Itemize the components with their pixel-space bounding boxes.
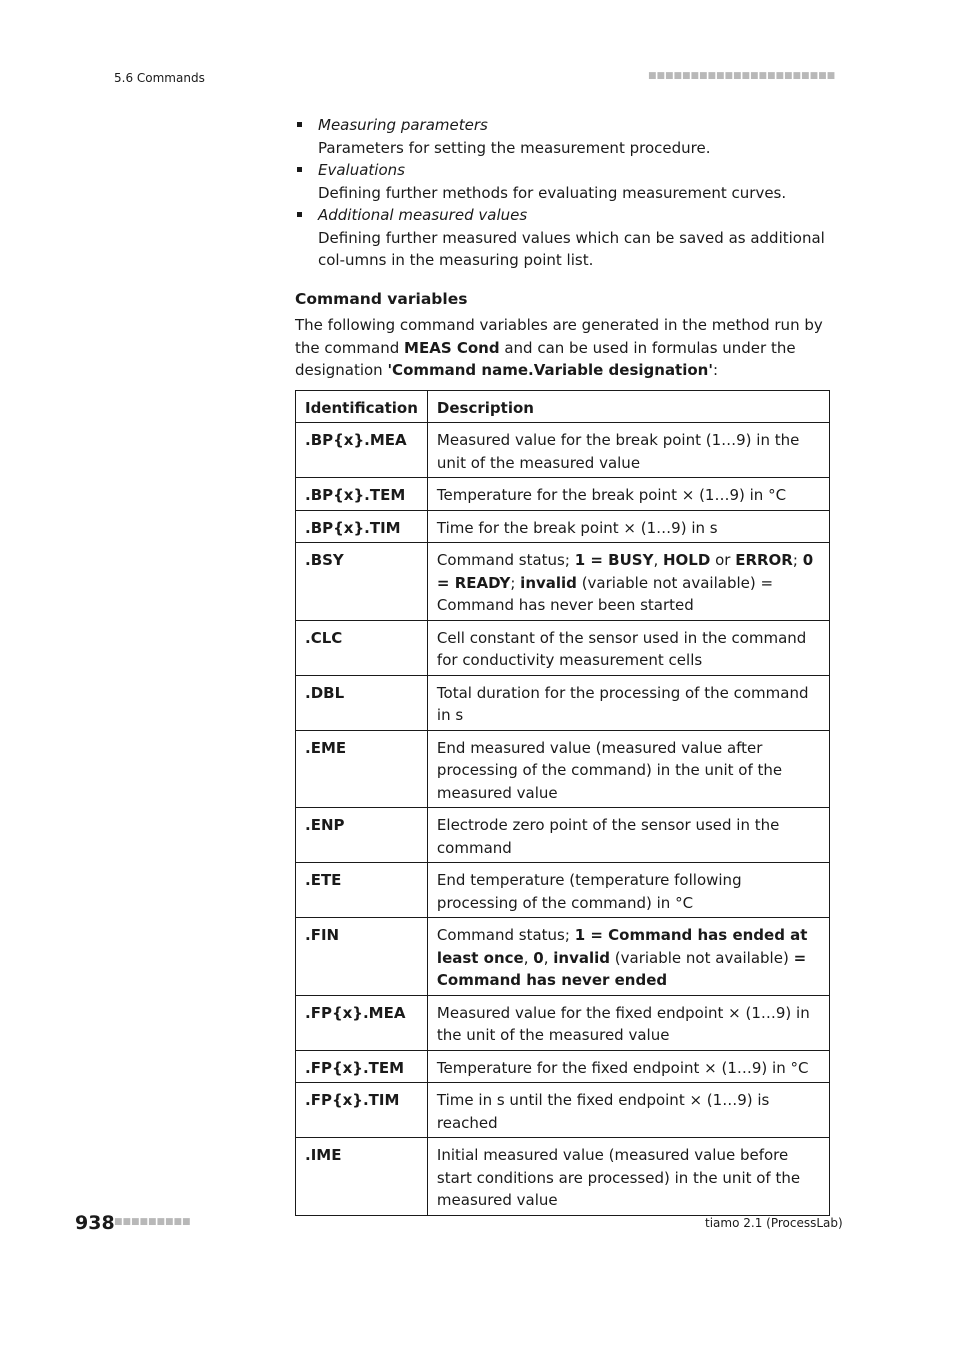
variable-description — [427, 808, 829, 863]
designation-format: 'Command name.Variable designation' — [387, 361, 713, 379]
table-row — [296, 1138, 830, 1216]
description-text: Electrode zero point of the sensor used in the command — [436, 816, 780, 857]
footer-decor: ■■■■■■■■■ — [114, 1217, 191, 1227]
description-text: Command status; — [436, 926, 575, 944]
section-title: Command variables — [295, 289, 468, 308]
description-text: Total duration for the processing of the command in s — [436, 683, 809, 724]
page-number: 938 — [75, 1212, 115, 1234]
intro-paragraph — [295, 314, 830, 382]
variable-identification: .BP{x}.TIM — [296, 510, 428, 543]
description-text: (variable not available) — [610, 948, 794, 967]
description-text: Command status; — [436, 551, 575, 569]
main-content — [295, 114, 830, 1216]
bullet-title: Evaluations — [318, 161, 405, 179]
description-text: or — [710, 551, 736, 569]
variable-description — [427, 730, 829, 808]
table-row — [296, 995, 830, 1050]
description-text: Temperature for the fixed endpoint × (1…9) in °C — [436, 1058, 809, 1077]
bullet-description: Parameters for setting the measurement procedure. — [318, 138, 711, 157]
description-text: End measured value (measured value after processing of the command) in the unit of the measured value — [436, 738, 783, 802]
variable-description — [427, 510, 829, 543]
description-text: , — [543, 948, 554, 967]
variable-identification: .DBL — [296, 675, 428, 730]
description-emphasis: ERROR — [735, 551, 793, 569]
description-text: End temperature (temperature following processing of the command) in °C — [436, 871, 742, 912]
variable-identification: .BSY — [296, 543, 428, 621]
bullet-square-icon — [297, 212, 302, 217]
variable-description — [427, 918, 829, 996]
product-name: tiamo 2.1 (ProcessLab) — [705, 1216, 843, 1230]
variable-identification: .EME — [296, 730, 428, 808]
table-row — [296, 423, 830, 478]
description-text: Measured value for the break point (1…9) in the unit of the measured value — [436, 431, 800, 472]
list-item — [295, 114, 830, 159]
intro-text: : — [712, 361, 719, 379]
description-text: Cell constant of the sensor used in the command for conductivity measurement cells — [436, 628, 807, 669]
description-emphasis: = Command has never ended — [436, 948, 807, 989]
variable-identification: .ETE — [296, 863, 428, 918]
variable-description — [427, 995, 829, 1050]
bullet-title: Additional measured values — [318, 206, 528, 224]
column-header-description: Description — [427, 390, 829, 423]
description-text: Measured value for the fixed endpoint × (1…9) in the unit of the measured value — [436, 1003, 810, 1044]
description-text: , — [653, 551, 663, 569]
table-row — [296, 510, 830, 543]
command-variables-table — [295, 390, 830, 1216]
description-emphasis: 1 = Command has ended at least once — [436, 926, 808, 967]
command-name: MEAS Cond — [404, 338, 500, 357]
description-emphasis: HOLD — [662, 551, 711, 569]
table-row — [296, 1083, 830, 1138]
description-emphasis: 0 = READY — [436, 551, 814, 592]
column-header-identification: Identification — [296, 390, 428, 423]
table-header-row — [296, 390, 830, 423]
variable-description — [427, 1083, 829, 1138]
variable-description — [427, 423, 829, 478]
bullet-square-icon — [297, 122, 302, 127]
table-body — [296, 423, 830, 1216]
bullet-description: Defining further measured values which can be saved as additional col-umns in the measuring point list. — [318, 228, 825, 269]
description-text: Time for the break point × (1…9) in s — [436, 518, 718, 537]
description-text: Time in s until the fixed endpoint × (1…9) is reached — [436, 1091, 770, 1132]
variable-identification: .BP{x}.TEM — [296, 478, 428, 511]
bullet-square-icon — [297, 167, 302, 172]
description-text: Initial measured value (measured value before start conditions are processed) in the unit of the measured value — [436, 1146, 801, 1209]
bullet-description: Defining further methods for evaluating measurement curves. — [318, 183, 787, 202]
description-emphasis: 1 = BUSY — [574, 551, 654, 569]
bullet-list — [295, 114, 830, 272]
running-header-section: 5.6 Commands — [114, 71, 205, 85]
table-row — [296, 918, 830, 996]
variable-description — [427, 620, 829, 675]
variable-identification: .CLC — [296, 620, 428, 675]
variable-description — [427, 863, 829, 918]
variable-identification: .FP{x}.MEA — [296, 995, 428, 1050]
description-text: ; — [510, 573, 521, 592]
bullet-title: Measuring parameters — [318, 116, 488, 134]
table-row — [296, 863, 830, 918]
description-emphasis: 0 — [533, 948, 544, 967]
table-row — [296, 730, 830, 808]
running-header-decor: ■■■■■■■■■■■■■■■■■■■■■■ — [648, 71, 836, 81]
description-text: (variable not available) = Command has never been started — [436, 573, 774, 614]
table-row — [296, 478, 830, 511]
list-item — [295, 159, 830, 204]
variable-identification: .IME — [296, 1138, 428, 1216]
description-emphasis: invalid — [520, 573, 577, 592]
variable-identification: .FP{x}.TEM — [296, 1050, 428, 1083]
table-row — [296, 1050, 830, 1083]
table-row — [296, 675, 830, 730]
table-row — [296, 808, 830, 863]
variable-identification: .ENP — [296, 808, 428, 863]
description-text: , — [523, 948, 534, 967]
table-row — [296, 543, 830, 621]
description-text: ; — [792, 551, 803, 569]
variable-description — [427, 543, 829, 621]
variable-description — [427, 1138, 829, 1216]
variable-identification: .BP{x}.MEA — [296, 423, 428, 478]
list-item — [295, 204, 830, 272]
description-text: Temperature for the break point × (1…9) in °C — [436, 486, 787, 504]
intro-text: The following command variables are generated in the method run by the command — [295, 316, 823, 357]
variable-description — [427, 1050, 829, 1083]
intro-text: and can be used in formulas under the designation — [295, 338, 796, 379]
variable-description — [427, 478, 829, 511]
description-emphasis: invalid — [553, 948, 611, 967]
variable-identification: .FP{x}.TIM — [296, 1083, 428, 1138]
variable-identification: .FIN — [296, 918, 428, 996]
table-row — [296, 620, 830, 675]
variable-description — [427, 675, 829, 730]
